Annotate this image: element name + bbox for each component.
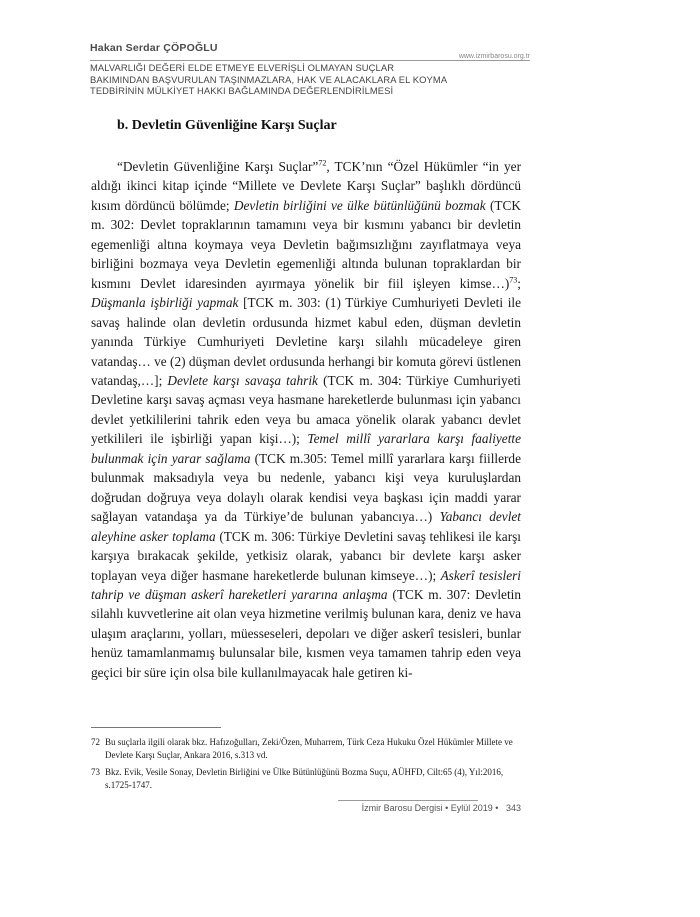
running-header — [90, 42, 530, 97]
footnote-73 — [91, 766, 521, 792]
header-divider — [90, 60, 530, 61]
body-segment: (TCK m. 302: Devlet topraklarının tamamını veya bir kısmını yabancı bir devletin egemenliği altına koymaya veya Devletin bağımsızlığını zayıflatmaya veya birliğini bozmaya veya Devletin egemenliği altında bulunan topraklardan bir kısmını Devlet idaresinden ayırmaya yönelik bir fiil işleyen kimse…) — [91, 197, 521, 291]
footnote-number: 73 — [91, 767, 100, 777]
footnote-text: Bu suçlarla ilgili olarak bkz. Hafızoğulları, Zeki/Özen, Muharrem, Türk Ceza Hukuku Özel Hükümler Millete ve Devlete Karşı Suçlar, Ankara 2016, s.313 vd. — [105, 737, 513, 760]
body-segment: (TCK m. 304: Türkiye Cumhuriyeti Devletine karşı savaş açması veya hasmane hareketlerde bulunması için yabancı devlet yetkililerini tahrik eden veya bu amaca yönelik olarak yabancı devlet yetkilileri ile işbirliği yapan kişi…); — [91, 372, 521, 447]
footnote-text: Bkz. Evik, Vesile Sonay, Devletin Birliğini ve Ülke Bütünlüğünü Bozma Suçu, AÜHFD, Cilt:65 (4), Yıl:2016, s.1725-1747. — [105, 767, 504, 790]
footnote-ref-72[interactable]: 72 — [318, 158, 327, 168]
page-footer — [230, 800, 521, 813]
body-paragraph — [91, 157, 521, 682]
body-segment: (TCK m.305: Temel millî yararlara karşı fiillerde bulunmak maksadıyla veya bu nedenle, yabancı kişi veya kuruluşlardan doğrudan doğruya veya dolaylı olarak kendisi veya başkası için maddi yarar sağlayan vatandaşa ya da Türkiye’de bulunan yabancıya…) — [91, 450, 521, 525]
running-title-line: TEDBİRİNİN MÜLKİYET HAKKI BAĞLAMINDA DEĞERLENDİRİLMESİ — [90, 85, 394, 97]
footer-divider — [338, 800, 478, 801]
offence-name: Devletin birliğini ve ülke bütünlüğünü bozmak — [233, 197, 486, 213]
footnote-divider — [91, 727, 221, 728]
section-heading: b. Devletin Güvenliğine Karşı Suçlar — [117, 118, 337, 133]
running-title-line: MALVARLIĞI DEĞERİ ELDE ETMEYE ELVERİŞLİ OLMAYAN SUÇLAR — [90, 62, 395, 73]
offence-name: Devlete karşı savaşa tahrik — [167, 372, 318, 388]
footnote-72 — [91, 736, 521, 762]
website-url[interactable]: www.izmirbarosu.org.tr — [458, 53, 530, 60]
body-segment: [TCK m. 303: (1) Türkiye Cumhuriyeti Devleti ile savaş halinde olan devletin ordusunda hizmet kabul eden, düşman devletin yanında Türkiye Cumhuriyeti Devletine karşı silahlı mücadeleye giren vatandaş… ve (2) düşman devlet ordusunda herhangi bir komuta görevi üstlenen vatandaş,…]; — [91, 295, 521, 388]
journal-issue: İzmir Barosu Dergisi • Eylül 2019 • — [361, 803, 499, 813]
body-text — [91, 157, 521, 682]
body-segment: (TCK m. 307: Devletin silahlı kuvvetlerine ait olan veya hizmetine verilmiş bulunan kara, deniz ve hava ulaşım araçlarını, yolları, müesseseleri, depoları ve diğer askerî tesisleri, bunlar henüz tamamlanmamış bulunsalar bile, kısmen veya tamamen tahrip eden veya geçici bir süre için olsa bile kullanılmayacak hale getiren ki- — [91, 586, 521, 680]
offence-name: Yabancı devlet aleyhine asker toplama — [91, 509, 521, 544]
footnotes — [91, 736, 521, 796]
article-running-title — [90, 62, 530, 97]
offence-name: Temel millî yararlara karşı faaliyette bulunmak için yarar sağlama — [91, 431, 522, 466]
offence-name: Düşmanla işbirliği yapmak — [91, 295, 239, 311]
author-first-name: Hakan Serdar — [90, 42, 164, 54]
page-number: 343 — [505, 803, 521, 813]
offence-name: Askerî tesisleri tahrip ve düşman askerî hareketleri yararına anlaşma — [91, 567, 522, 602]
body-segment: , TCK’nın “Özel Hükümler “in yer aldığı ikinci kitap içinde “Millete ve Devlete Karşı Suçlar” başlıklı dördüncü kısım dördüncü bölümde; — [91, 159, 521, 213]
running-title-line: BAKIMINDAN BAŞVURULAN TAŞINMAZLARA, HAK VE ALACAKLARA EL KOYMA — [90, 73, 448, 85]
footnote-ref-73[interactable]: 73 — [509, 275, 518, 285]
footer-line — [230, 803, 521, 813]
body-segment: “Devletin Güvenliğine Karşı Suçlar” — [117, 159, 319, 174]
author-last-name: ÇÖPOĞLU — [163, 42, 218, 54]
footnote-number: 72 — [91, 737, 100, 747]
body-segment: ; — [517, 275, 521, 291]
body-segment: (TCK m. 306: Türkiye Devletini savaş tehlikesi ile karşı karşıya bırakacak şekilde, yetkisiz olarak, yabancı bir devlete karşı asker toplayan veya diğer hasmane hareketlerde bulunan kimseye…); — [91, 528, 521, 583]
